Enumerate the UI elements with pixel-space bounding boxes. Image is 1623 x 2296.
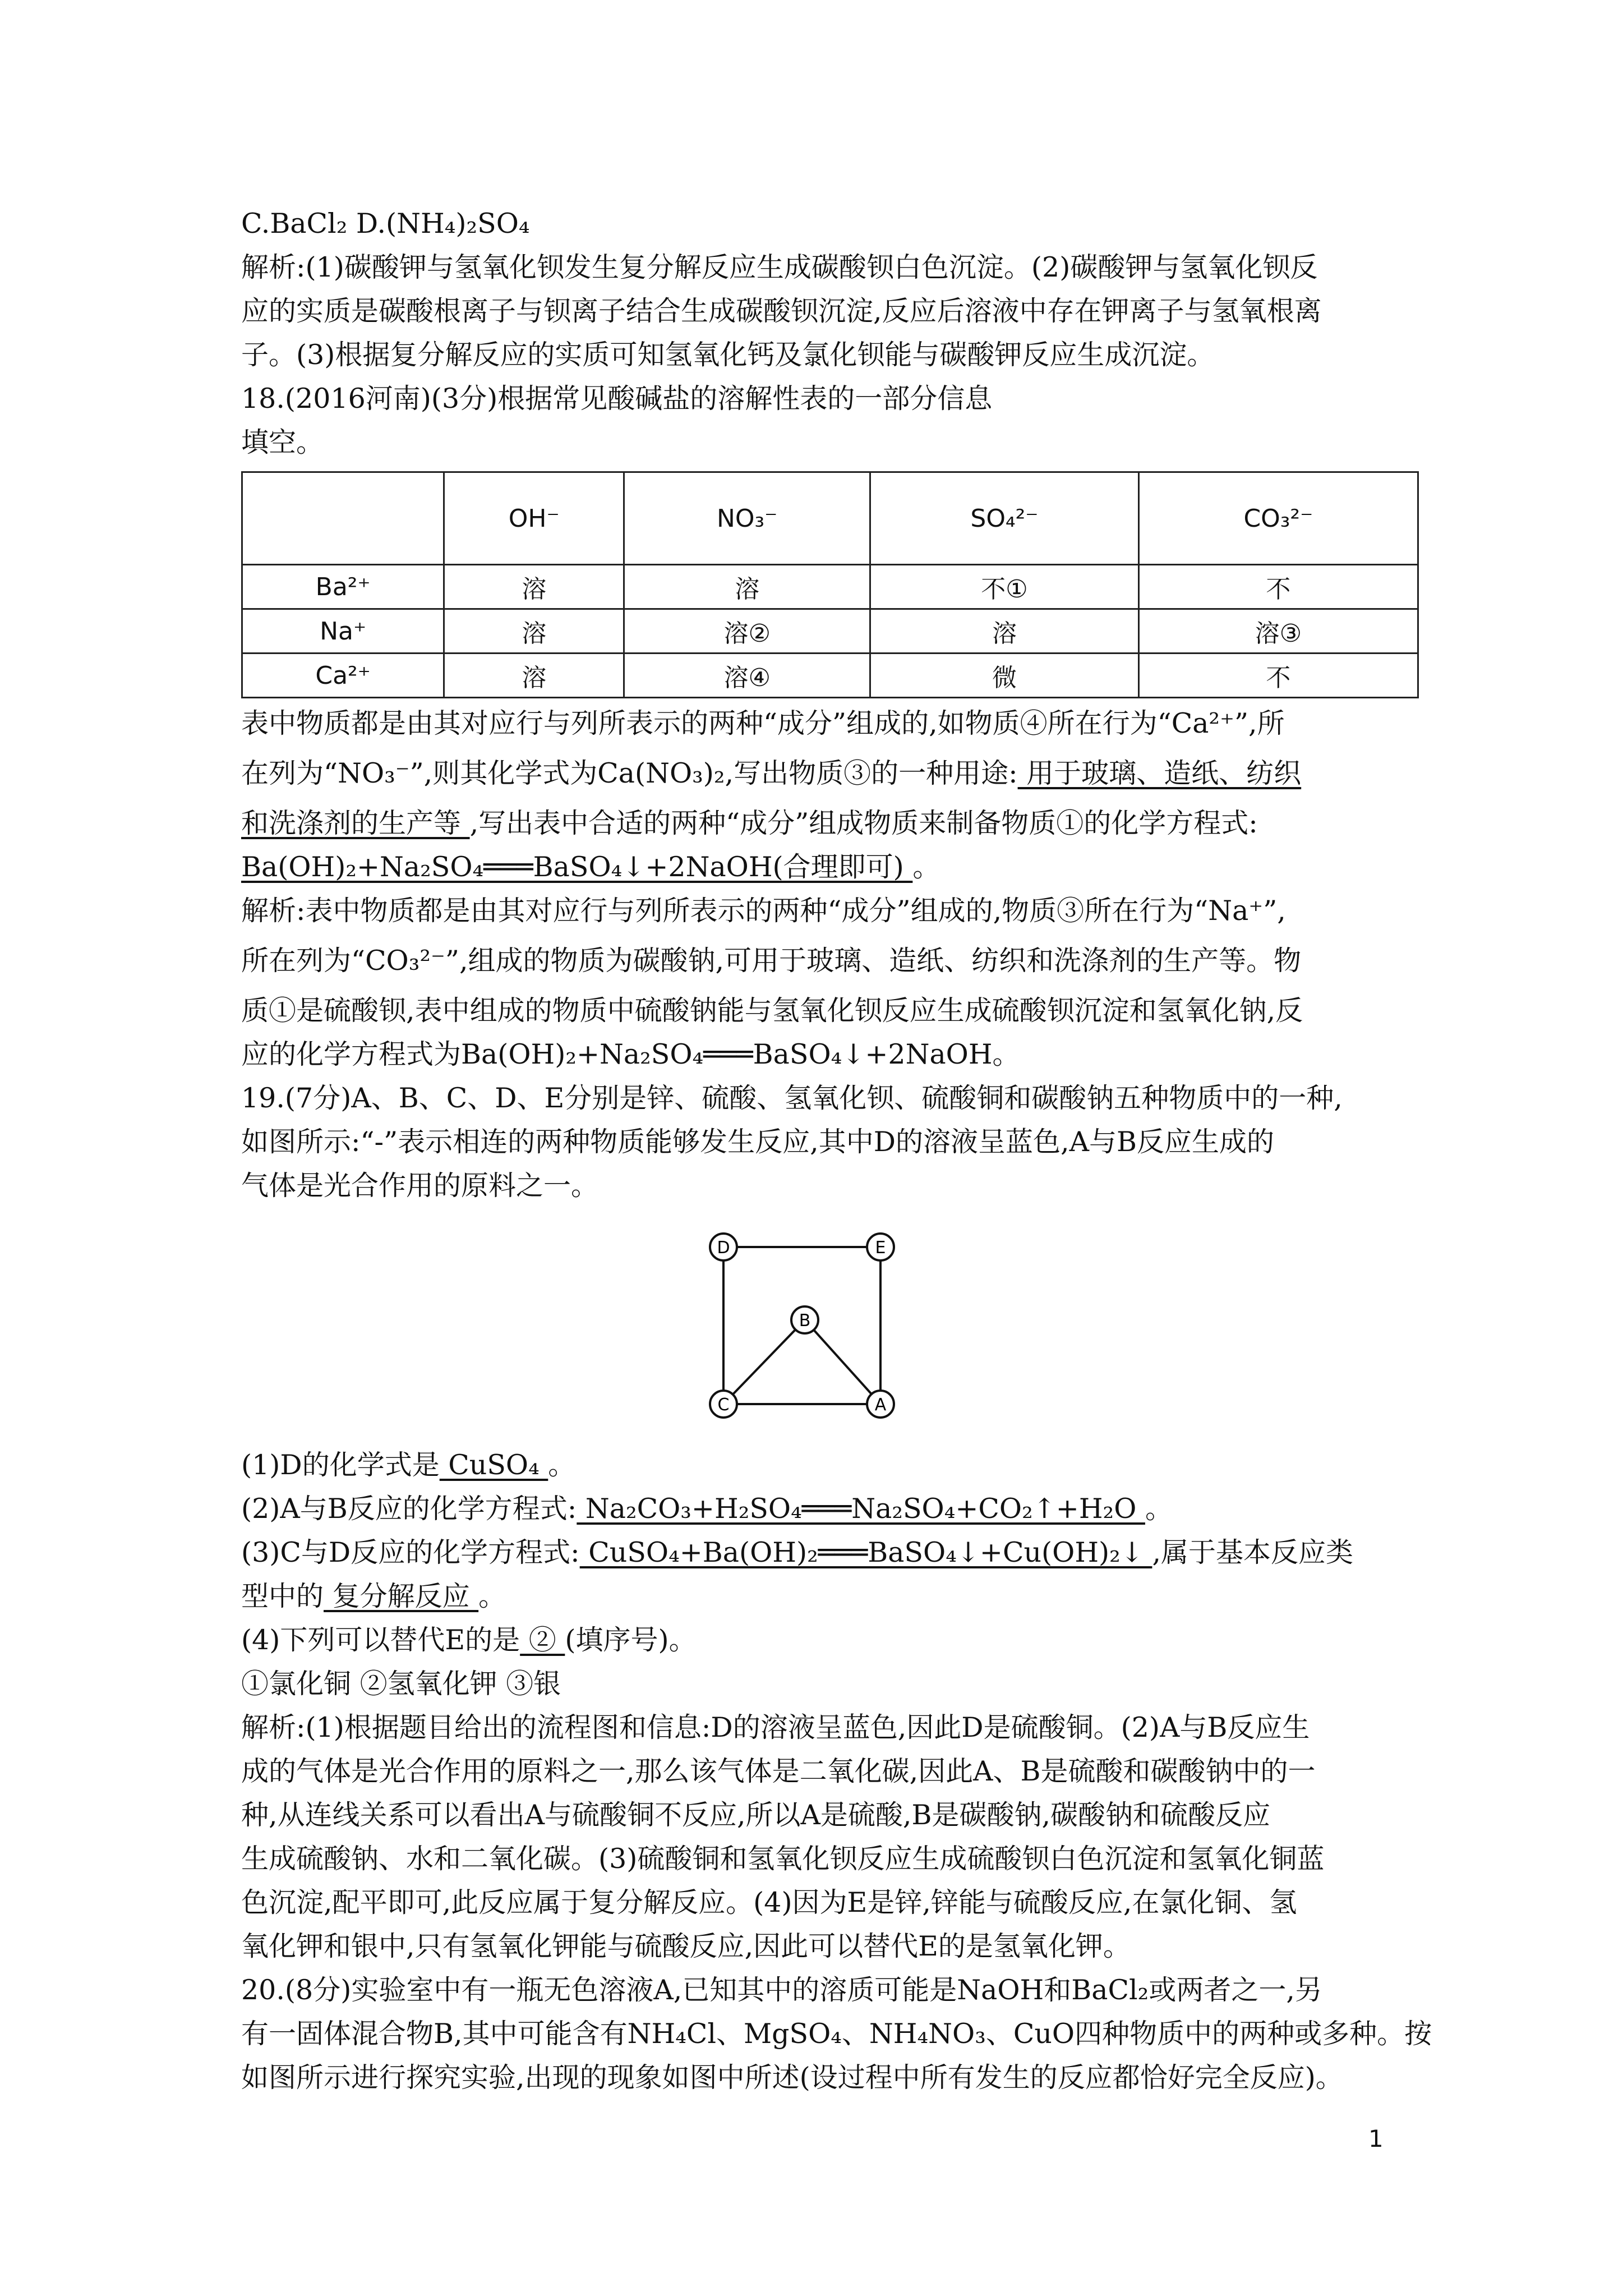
table-row (242, 609, 1418, 654)
q19-part3 (241, 1531, 1385, 1575)
q19-text: 。 (478, 1580, 506, 1612)
q19-text: 型中的 (241, 1580, 324, 1612)
table-header-cell (242, 472, 444, 565)
q19-analysis-line: 成的气体是光合作用的原料之一,那么该气体是二氧化碳,因此A、B是硫酸和碳酸钠中的一 (241, 1755, 1316, 1787)
q19-stem-line: 气体是光合作用的原料之一。 (241, 1170, 599, 1202)
answer-blank: Na₂CO₃+H₂SO₄═══Na₂SO₄+CO₂↑+H₂O (577, 1493, 1145, 1525)
q18-text-line: 表中物质都是由其对应行与列所表示的两种“成分”组成的,如物质④所在行为“Ca²⁺”,所 (241, 707, 1285, 739)
q19-analysis-line: 色沉淀,配平即可,此反应属于复分解反应。(4)因为E是锌,锌能与硫酸反应,在氯化铜、氢 (241, 1887, 1297, 1918)
q17-analysis-line: 解析:(1)碳酸钾与氢氧化钡发生复分解反应生成碳酸钡白色沉淀。(2)碳酸钾与氢氧化钡反 (241, 251, 1318, 283)
table-cell: 不 (1138, 654, 1418, 698)
q19-part3-cont (241, 1575, 1385, 1618)
answer-blank: CuSO₄+Ba(OH)₂═══BaSO₄↓+Cu(OH)₂↓ (579, 1536, 1152, 1568)
q18-text: ”,则其化学式为Ca(NO₃)₂,写出物质③的一种用途: (409, 757, 1018, 789)
q19-text: (填序号)。 (565, 1624, 697, 1656)
table-row (242, 565, 1418, 609)
node-label: B (799, 1311, 811, 1331)
table-cell: 溶 (444, 654, 624, 698)
table-cell: Ba²⁺ (242, 565, 444, 609)
page-number: 1 (1368, 2125, 1384, 2152)
node-label: C (717, 1395, 730, 1415)
node-label: A (874, 1395, 887, 1415)
q17-options: C.BaCl₂ D.(NH₄)₂SO₄ (241, 208, 530, 240)
answer-blank: 和洗涤剂的生产等 (241, 807, 470, 839)
answer-blank: ② (520, 1624, 565, 1656)
q18-analysis-line: 解析:表中物质都是由其对应行与列所表示的两种“成分”组成的,物质③所在行为“Na⁺”, (241, 895, 1286, 927)
q19-text: (4)下列可以替代E的是 (241, 1624, 520, 1656)
table-cell: Na⁺ (242, 609, 444, 654)
q19-text: ,属于基本反应类 (1152, 1536, 1354, 1568)
solubility-table (241, 471, 1419, 698)
diagram-node-b (791, 1306, 818, 1333)
q19-options: ①氯化铜 ②氢氧化钾 ③银 (241, 1668, 561, 1700)
table-header-cell: OH⁻ (444, 472, 624, 565)
nitrate-ion: NO₃⁻ (338, 757, 410, 789)
table-cell: 溶④ (624, 654, 870, 698)
q19-part1 (241, 1443, 1385, 1487)
diagram-node-c (710, 1391, 737, 1418)
table-header-cell: NO₃⁻ (624, 472, 870, 565)
q20-stem-line: 如图所示进行探究实验,出现的现象如图中所述(设过程中所有发生的反应都恰好完全反应)。 (241, 2062, 1343, 2093)
q19-text: (3)C与D反应的化学方程式: (241, 1536, 580, 1568)
table-row (242, 654, 1418, 698)
q18-stem-line: 18.(2016河南)(3分)根据常见酸碱盐的溶解性表的一部分信息 (241, 383, 993, 415)
q20-stem-line: 20.(8分)实验室中有一瓶无色溶液A,已知其中的溶质可能是NaOH和BaCl₂或两者之一,另 (241, 1974, 1322, 2006)
q19-text: 。 (548, 1449, 576, 1481)
q18-text: 在列为“ (241, 757, 338, 789)
table-cell: 溶 (624, 565, 870, 609)
q18-text: 所在列为“ (241, 945, 366, 977)
q19-analysis-line: 生成硫酸钠、水和二氧化碳。(3)硫酸铜和氢氧化钡反应生成硫酸钡白色沉淀和氢氧化铜蓝 (241, 1843, 1325, 1875)
q19-analysis (241, 1706, 1385, 1968)
q19-analysis-line: 种,从连线关系可以看出A与硫酸铜不反应,所以A是硫酸,B是碳酸钠,碳酸钠和硫酸反应 (241, 1799, 1271, 1831)
table-header-cell: CO₃²⁻ (1138, 472, 1418, 565)
q19-part4 (241, 1618, 1385, 1662)
q18-stem-line: 填空。 (241, 426, 324, 458)
q18-text-line (241, 802, 1385, 845)
q19-stem-line: 如图所示:“-”表示相连的两种物质能够发生反应,其中D的溶液呈蓝色,A与B反应生成的 (241, 1126, 1274, 1158)
table-cell: 溶 (444, 609, 624, 654)
q19-part2 (241, 1487, 1385, 1531)
diagram-node-d (710, 1234, 737, 1260)
q18-analysis-line (241, 933, 1385, 989)
answer-blank: Ba(OH)₂+Na₂SO₄═══BaSO₄↓+2NaOH(合理即可) (241, 851, 913, 883)
q18-analysis-line: 质①是硫酸钡,表中组成的物质中硫酸钠能与氢氧化钡反应生成硫酸钡沉淀和氢氧化钠,反 (241, 995, 1303, 1027)
table-cell: 溶 (444, 565, 624, 609)
table-cell: 微 (870, 654, 1139, 698)
table-cell: 溶② (624, 609, 870, 654)
answer-blank: 用于玻璃、造纸、纺织 (1017, 757, 1302, 789)
q18-text: ”,组成的物质为碳酸钠,可用于玻璃、造纸、纺织和洗涤剂的生产等。物 (445, 945, 1302, 977)
q19-text: 。 (1145, 1493, 1173, 1525)
q18-analysis-line: 应的化学方程式为Ba(OH)₂+Na₂SO₄═══BaSO₄↓+2NaOH。 (241, 1038, 1020, 1070)
q18-text-line (241, 845, 1385, 889)
table-cell: 溶③ (1138, 609, 1418, 654)
q19-text: (2)A与B反应的化学方程式: (241, 1493, 577, 1525)
q17-analysis (241, 246, 1385, 377)
q19-text: (1)D的化学式是 (241, 1449, 440, 1481)
answer-blank: CuSO₄ (439, 1449, 548, 1481)
document-page (241, 202, 1432, 2100)
diagram-node-e (867, 1234, 894, 1260)
answer-blank: 复分解反应 (324, 1580, 479, 1612)
node-label: D (717, 1238, 730, 1258)
table-header-row (242, 472, 1418, 565)
q19-analysis-line: 解析:(1)根据题目给出的流程图和信息:D的溶液呈蓝色,因此D是硫酸铜。(2)A与B反应生 (241, 1711, 1310, 1743)
q18-text-line (241, 746, 1385, 802)
table-header-cell: SO₄²⁻ (870, 472, 1139, 565)
reaction-diagram (707, 1230, 897, 1421)
table-cell: 不① (870, 565, 1139, 609)
node-label: E (875, 1238, 886, 1258)
carbonate-ion: CO₃²⁻ (365, 945, 445, 977)
q17-analysis-line: 应的实质是碳酸根离子与钡离子结合生成碳酸钡沉淀,反应后溶液中存在钾离子与氢氧根离 (241, 295, 1322, 327)
q18-text: ,写出表中合适的两种“成分”组成物质来制备物质①的化学方程式: (469, 807, 1258, 839)
q18-text: 。 (912, 851, 940, 883)
table-cell: 溶 (870, 609, 1139, 654)
q17-analysis-line: 子。(3)根据复分解反应的实质可知氢氧化钙及氯化钡能与碳酸钾反应生成沉淀。 (241, 339, 1215, 371)
table-cell: Ca²⁺ (242, 654, 444, 698)
q19-stem-line: 19.(7分)A、B、C、D、E分别是锌、硫酸、氢氧化钡、硫酸铜和碳酸钠五种物质中的一种, (241, 1082, 1343, 1114)
table-cell: 不 (1138, 565, 1418, 609)
diagram-node-a (867, 1391, 894, 1418)
q19-analysis-line: 氧化钾和银中,只有氢氧化钾能与硫酸反应,因此可以替代E的是氢氧化钾。 (241, 1930, 1131, 1962)
q20-stem-line: 有一固体混合物B,其中可能含有NH₄Cl、MgSO₄、NH₄NO₃、CuO四种物质中的两种或多种。按 (241, 2018, 1432, 2050)
